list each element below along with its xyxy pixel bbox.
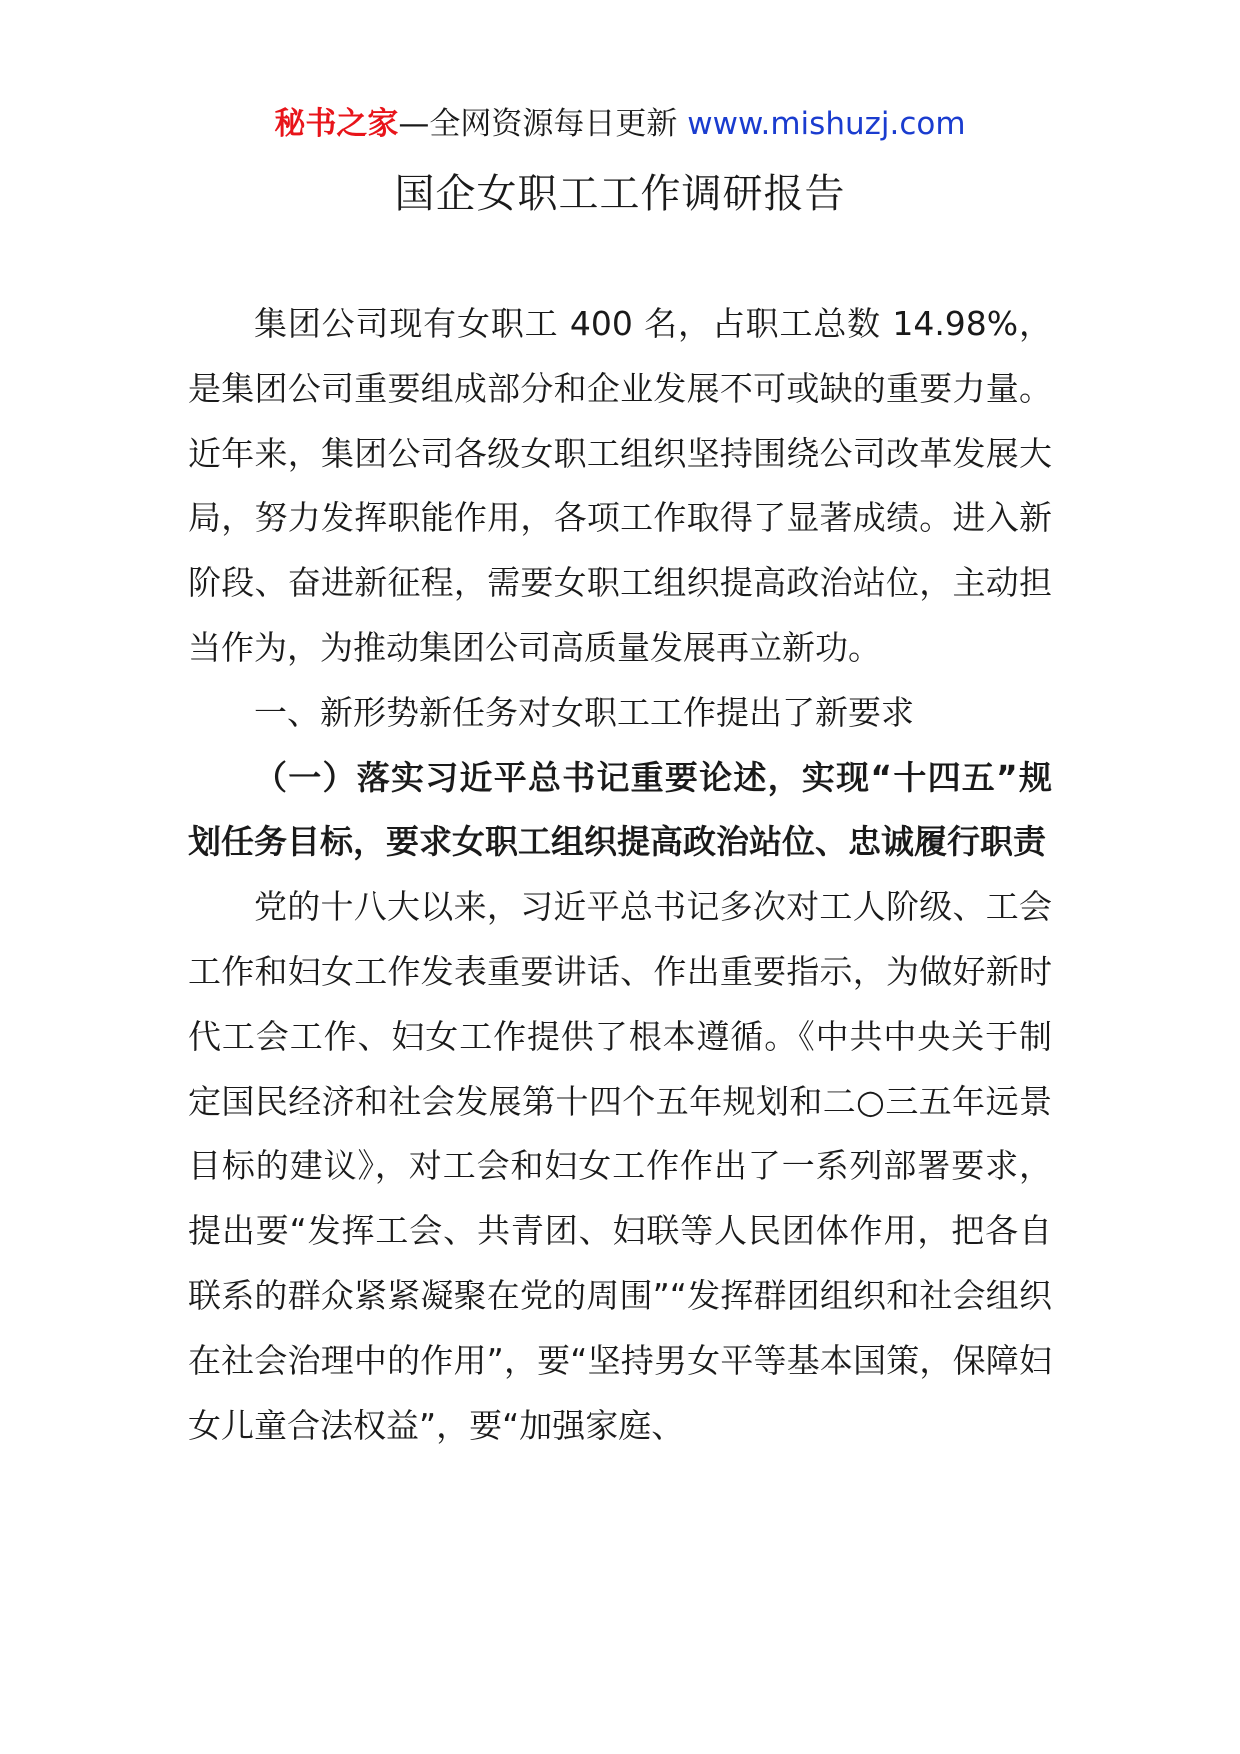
- site-watermark-header: [0, 104, 1240, 144]
- brand-tagline: —全网资源每日更新: [398, 106, 688, 142]
- document-title: 国企女职工工作调研报告: [394, 171, 846, 217]
- document-body: [188, 292, 1052, 1458]
- intro-paragraph: 集团公司现有女职工 400 名，占职工总数 14.98%，是集团公司重要组成部分和企业发展不可或缺的重要力量。近年来，集团公司各级女职工组织坚持围绕公司改革发展大局，努力发挥职能作用，各项工作取得了显著成绩。进入新阶段、奋进新征程，需要女职工组织提高政治站位，主动担当作为，为推动集团公司高质量发展再立新功。: [188, 304, 1052, 667]
- site-url-link[interactable]: www.mishuzj.com: [687, 106, 966, 142]
- section-heading-1: 一、新形势新任务对女职工工作提出了新要求: [254, 692, 914, 732]
- body-paragraph: 党的十八大以来，习近平总书记多次对工人阶级、工会工作和妇女工作发表重要讲话、作出重要指示，为做好新时代工会工作、妇女工作提供了根本遵循。《中共中央关于制定国民经济和社会发展第十四个五年规划和二○三五年远景目标的建议》，对工会和妇女工作作出了一系列部署要求，提出要“发挥工会、共青团、妇联等人民团体作用，把各自联系的群众紧紧凝聚在党的周围”“发挥群团组织和社会组织在社会治理中的作用”，要“坚持男女平等基本国策，保障妇女儿童合法权益”，要“加强家庭、: [188, 887, 1052, 1445]
- brand-name: 秘书之家: [274, 106, 399, 142]
- subsection-heading-1: （一）落实习近平总书记重要论述，实现“十四五”规划任务目标，要求女职工组织提高政治站位、忠诚履行职责: [188, 757, 1052, 862]
